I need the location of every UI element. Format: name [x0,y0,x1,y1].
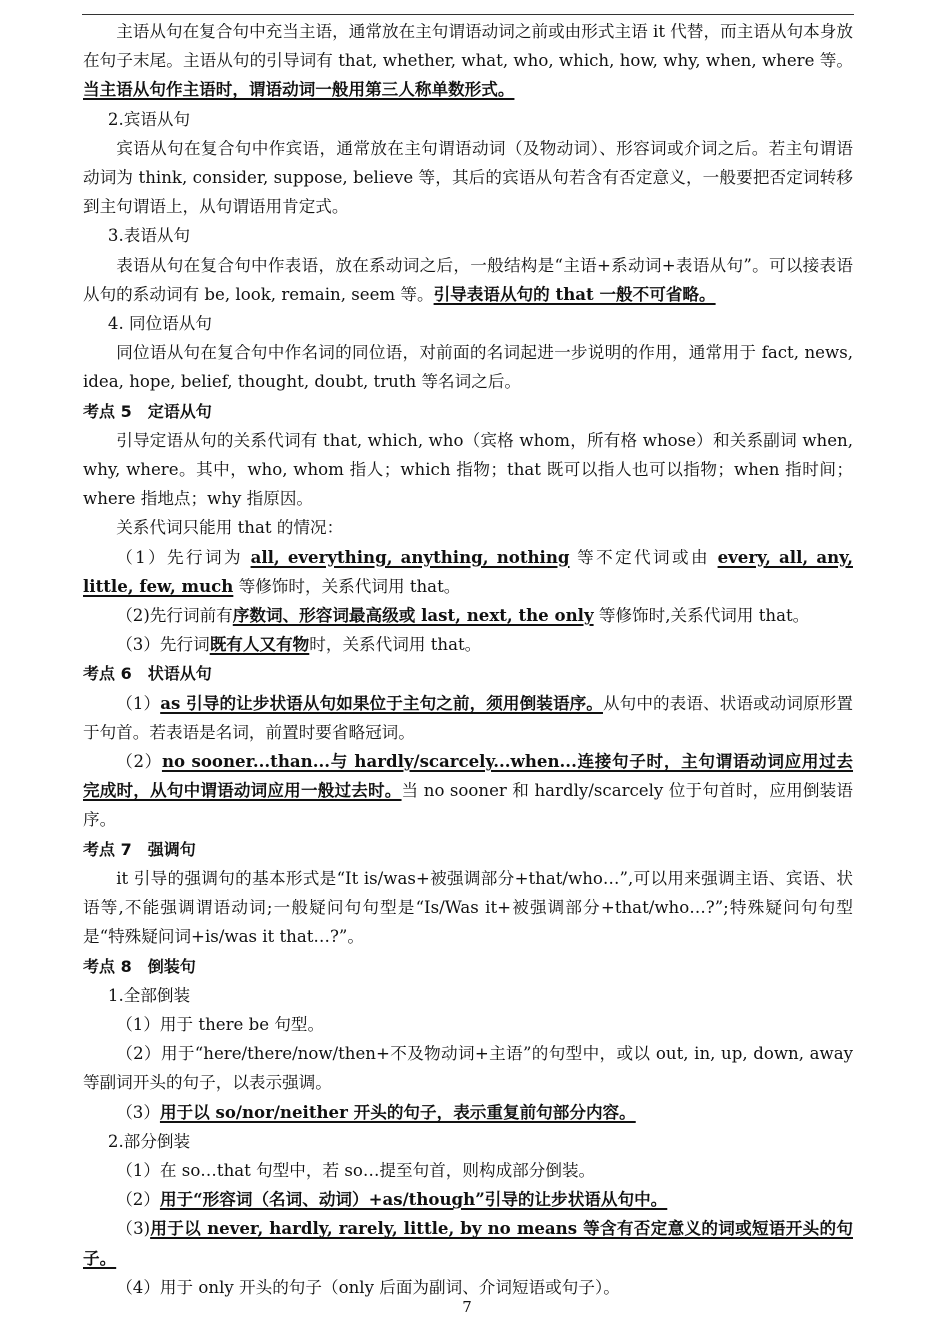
section-heading-k6: 考点 6 状语从句 [83,664,212,684]
list-item-k8-2-1: （1）在 so…that 句型中，若 so…提至句首，则构成部分倒装。 [116,1160,596,1180]
subheading-predicative-clause: 3.表语从句 [107,226,191,246]
page-number: 7 [462,1298,472,1316]
list-item-k8-1-2: （2）用于“here/there/now/then+不及物动词+主语”的句型中，或以 out, in, up, down, away 等副词开头的句子，以表示强调。 [83,1044,853,1093]
list-item-k5-2: （2)先行词前有序数词、形容词最高级或 last, next, the only 等修饰时,关系代词用 that。 [116,605,810,626]
list-item-k8-1-3: （3）用于以 so/nor/neither 开头的句子，表示重复前句部分内容。 [116,1101,636,1122]
header-rule [82,14,854,15]
section-heading-k7: 考点 7 强调句 [83,839,196,859]
list-item-k8-2-3: （3)用于以 never, hardly, rarely, little, by no means 等含有否定意义的词或短语开头的句子。 [83,1218,853,1268]
subheading-object-clause: 2.宾语从句 [107,109,191,129]
section-heading-k5: 考点 5 定语从句 [83,401,212,421]
list-item-k5-1: （1）先行词为 all, everything, anything, nothing 等不定代词或由 every, all, any, little, few, much 等修饰时，关系代词用 that。 [83,546,853,596]
emphasis-text: 当主语从句作主语时，谓语动词一般用第三人称单数形式。 [83,79,515,100]
subheading-full-inversion: 1.全部倒装 [107,985,191,1005]
list-item-k8-2-2: （2）用于“形容词（名词、动词）+as/though”引导的让步状语从句中。 [116,1189,668,1210]
attributive-clause-paragraph: 引导定语从句的关系代词有 that, which, who（宾格 whom，所有格 whose）和关系副词 when, why, where。其中，who, whom 指人；which 指物；that 既可以指人也可以指物；when 指时间；where 指地点；why 指原因。 [83,430,853,509]
appositive-clause-paragraph: 同位语从句在复合句中作名词的同位语，对前面的名词起进一步说明的作用，通常用于 fact, news, idea, hope, belief, thought, doubt, truth 等名词之后。 [83,343,853,392]
list-item-k8-2-4: （4）用于 only 开头的句子（only 后面为副词、介词短语或句子）。 [116,1277,620,1297]
subheading-partial-inversion: 2.部分倒装 [107,1131,191,1151]
that-only-intro: 关系代词只能用 that 的情况： [116,518,344,538]
emphasis-text: 引导表语从句的 that 一般不可省略。 [433,283,716,304]
predicative-clause-paragraph: 表语从句在复合句中作表语，放在系动词之后，一般结构是“主语+系动词+表语从句”。可以接表语从句的系动词有 be, look, remain, seem 等。引导表语从句的 that 一般不可省略。 [83,255,853,304]
list-item-k6-2: （2）no sooner...than...与 hardly/scarcely...when...连接句子时，主句谓语动词应用过去完成时，从句中谓语动词应用一般过去时。当 no sooner 和 hardly/scarcely 位于句首时，应用倒装语序。 [83,751,854,830]
subject-clause-paragraph: 主语从句在复合句中充当主语，通常放在主句谓语动词之前或由形式主语 it 代替，而主语从句本身放在句子末尾。主语从句的引导词有 that, whether, what, who, which, how, why, when, where 等。当主语从句作主语时，谓语动词一般用第三人称单数形式。 [83,22,853,100]
emphatic-sentence-paragraph: it 引导的强调句的基本形式是“It is/was+被强调部分+that/who…”,可以用来强调主语、宾语、状语等,不能强调谓语动词;一般疑问句句型是“Is/Was it+被强调部分+that/who…?”;特殊疑问句句型是“特殊疑问词+is/was it that…?”。 [83,868,853,947]
list-item-k8-1-1: （1）用于 there be 句型。 [116,1014,325,1034]
document-body [83,17,853,1302]
list-item-k6-1: （1）as 引导的让步状语从句如果位于主句之前，须用倒装语序。从句中的表语、状语或动词原形置于句首。若表语是名词，前置时要省略冠词。 [83,692,854,742]
section-heading-k8: 考点 8 倒装句 [83,956,196,976]
subheading-appositive-clause: 4. 同位语从句 [107,314,212,334]
object-clause-paragraph: 宾语从句在复合句中作宾语，通常放在主句谓语动词（及物动词）、形容词或介词之后。若主句谓语动词为 think, consider, suppose, believe 等，其后的宾语从句若含有否定意义，一般要把否定词转移到主句谓语上，从句谓语用肯定式。 [83,138,853,217]
list-item-k5-3: （3）先行词既有人又有物时，关系代词用 that。 [116,634,482,655]
